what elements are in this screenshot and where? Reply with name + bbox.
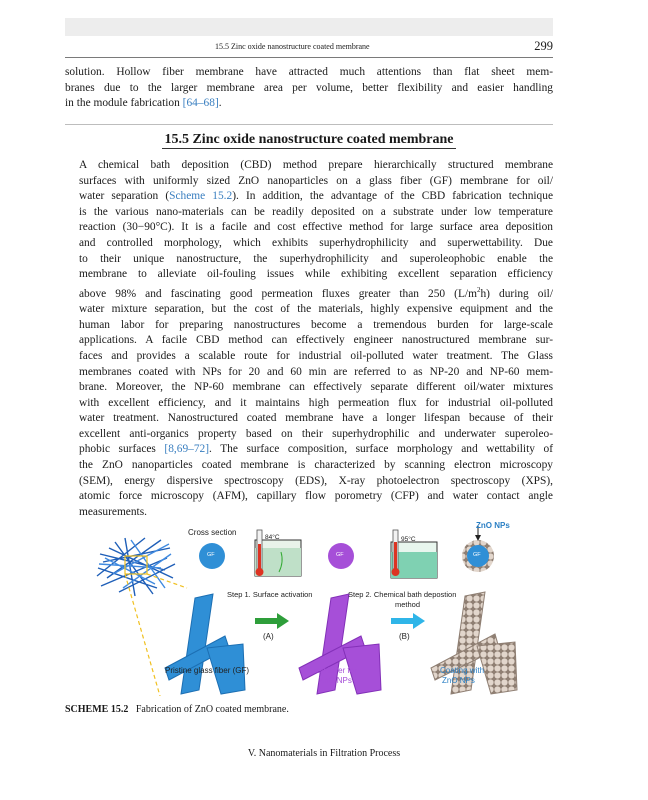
step1-label: Step 1. Surface activation <box>227 590 313 599</box>
text-line: solution. Hollow fiber membrane have attracted much attentions than flat sheet mem- <box>65 66 553 78</box>
text-line: (SEM), energy dispersive spectroscopy (EDS), X-ray photoelectron spectroscopy (XPS), <box>79 474 553 487</box>
running-title: 15.5 Zinc oxide nanostructure coated membrane <box>215 42 370 51</box>
text-line: membrane to alleviate oil-fouling issues while exhibiting excellent separation efficiency <box>79 268 553 281</box>
coat-label-line1: Coating with <box>440 666 485 675</box>
text-line: the ZnO nanoparticles coated membrane is characterized by scanning electron microscopy <box>79 459 553 472</box>
header-bar <box>65 18 553 36</box>
fiber-mesh <box>97 538 175 596</box>
caption-label: SCHEME 15.2 <box>65 704 129 715</box>
text-line: above 98% and fascinating good permeation fluxes greater than 250 $(L/m^2h)$ during oil/ <box>79 285 553 300</box>
gf-label-3: GF <box>473 552 481 558</box>
text-line: faces and provides a scalable route for industrial oil-polluted water treatment. The Glass <box>79 349 553 362</box>
text-line: membranes coated with NPs for 20 and 60 min are referred to as NP-20 and NP-60 mem- <box>79 365 553 378</box>
text-line: applications. A facile CBD method can effectively engineer nanostructured membrane sur- <box>79 334 553 347</box>
arrow-step2 <box>391 613 425 629</box>
main-paragraph <box>65 158 553 520</box>
temperature-a: 84°C <box>265 534 280 541</box>
scheme-link[interactable]: Scheme 15.2 <box>169 190 233 203</box>
cross-section-label: Cross section <box>188 528 237 537</box>
text-line: with excellent efficiency, and it maintains high permeation flux for industrial oil-polluted <box>79 396 553 409</box>
temperature-b: 95°C <box>401 536 416 543</box>
text-line: is the various nano-materials can be readily deposited on a substrate under low temperature <box>79 205 553 218</box>
reference-link[interactable]: [64–68] <box>182 97 219 110</box>
gf-label-2: GF <box>336 552 344 558</box>
text-line: water separation (Scheme 15.2). In addition, the advantage of the CBD fabrication technique <box>79 190 553 203</box>
text-line: reaction (30−90°C). It is a facile and cost effective method for large surface area deposition <box>79 221 553 234</box>
text-line: surfaces with uniformly sized ZnO nanoparticles on a glass fiber (GF) membrane for oil/ <box>79 174 553 187</box>
pristine-label: Pristine glass fiber (GF) <box>165 666 250 675</box>
text-line: A chemical bath deposition (CBD) method prepare hierarchically structured membrane <box>79 159 553 171</box>
seed-label-line2: ZnO NPs <box>319 676 352 685</box>
arrow-step1 <box>255 613 289 629</box>
scheme-figure <box>95 518 553 696</box>
section-divider <box>65 124 553 125</box>
text-line: brane. Moreover, the NP-60 membrane can effectively separate different oil/water mixtures <box>79 381 553 394</box>
fiber-bundle-pristine <box>165 594 245 694</box>
text-line: atomic force microscopy (AFM), capillary flow porometry (CFP) and water contact angle <box>79 490 553 503</box>
intro-paragraph <box>65 65 553 112</box>
section-title: 15.5 Zinc oxide nanostructure coated membrane <box>164 132 454 147</box>
text-line: measurements. <box>79 505 148 518</box>
seed-label-line1: Seed layer for <box>307 666 357 675</box>
running-head <box>65 39 553 58</box>
text-line: branes due to the larger membrane area per volume, better flexibility and easier handling <box>65 81 553 94</box>
text-line: water mixture separation, but the cost of the materials, highly expensive equipment and the <box>79 303 553 316</box>
step2-label-line1: Step 2. Chemical bath depostion <box>348 590 457 599</box>
reference-link[interactable]: [8,69–72] <box>164 443 210 456</box>
figure-caption <box>65 704 289 715</box>
text-line: to their unique nanostructure, the superhydrophilicity and superoleophobic enable the <box>79 252 553 265</box>
text-line: in the module fabrication [64–68]. <box>65 97 222 110</box>
text-line: phobic surfaces [8,69–72]. The surface composition, surface morphology and wettability of <box>79 443 553 456</box>
text-line: human labor for preparing nanostructures become a tremendous burden for large-scale <box>79 318 553 331</box>
step2-label-line2: method <box>395 600 421 609</box>
text-line: and controlled morphology, which exhibits superhydrophilicity and superwettability. Due <box>79 236 553 249</box>
label-a: (A) <box>263 632 274 641</box>
page-footer: V. Nanomaterials in Filtration Process <box>247 748 401 759</box>
text-line: water treatment. Nanostructured coated membrane have a longer lifespan because of their <box>79 412 553 425</box>
caption-text: Fabrication of ZnO coated membrane. <box>135 704 289 715</box>
text-line: excellent anti-organics property based on their superhydrophilic and underwater superoleo- <box>79 427 553 440</box>
zno-nps-label: ZnO NPs <box>476 521 510 530</box>
page-number: 299 <box>534 39 553 53</box>
gf-label-1: GF <box>207 552 215 558</box>
coat-label-line2: ZnO NPs <box>442 676 475 685</box>
label-b: (B) <box>399 632 410 641</box>
